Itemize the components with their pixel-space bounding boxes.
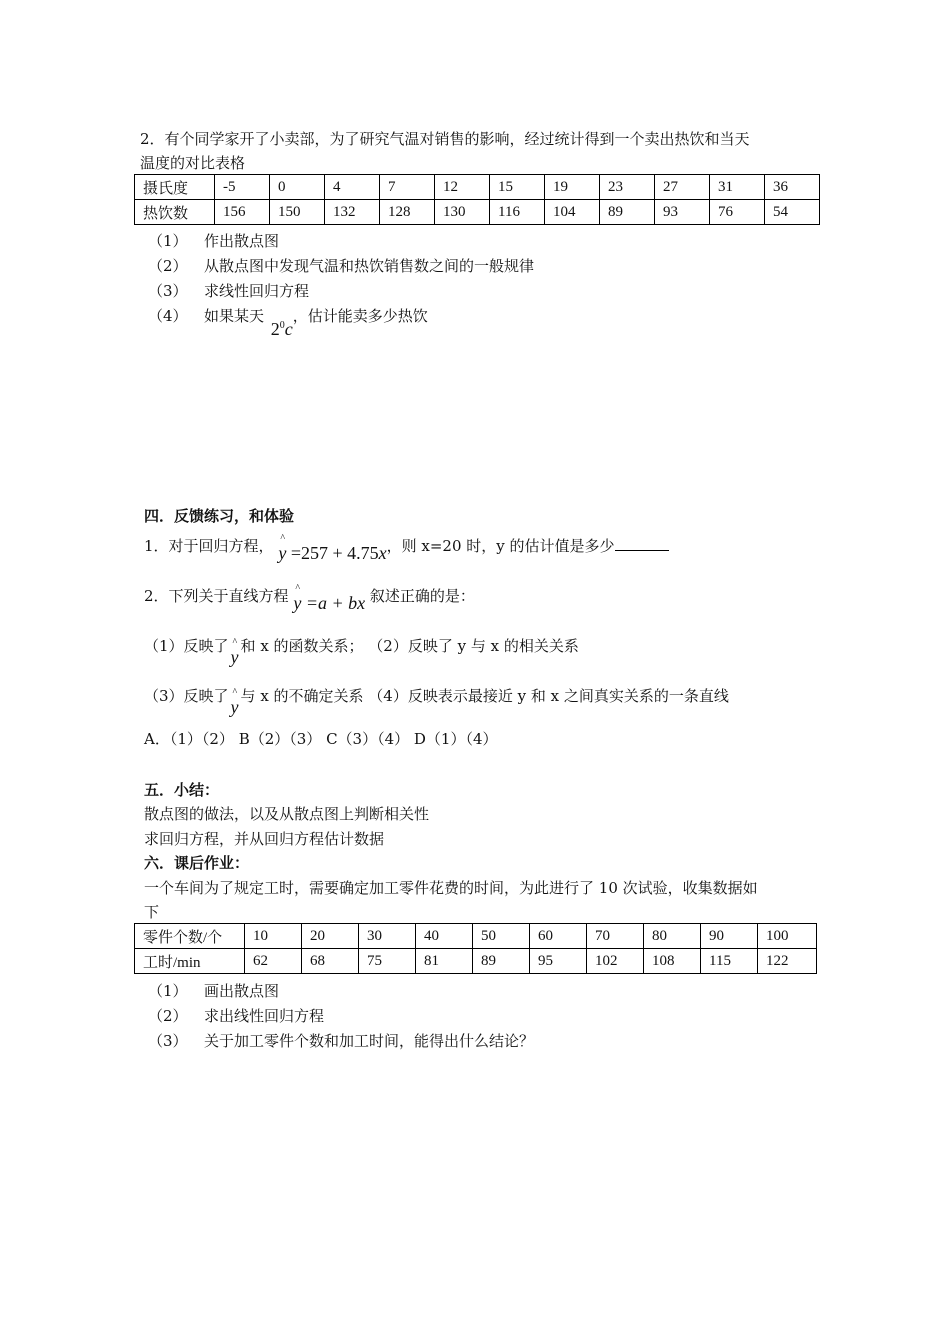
table-cell: -5 bbox=[215, 175, 270, 200]
q2-text-before: 2．下列关于直线方程 bbox=[144, 587, 289, 605]
table-cell: 81 bbox=[416, 949, 473, 974]
item-text: 画出散点图 bbox=[204, 982, 280, 1000]
item-text: 从散点图中发现气温和热饮销售数之间的一般规律 bbox=[204, 257, 535, 275]
temperature-sales-table bbox=[134, 174, 820, 225]
table-cell: 100 bbox=[758, 924, 817, 949]
table-cell: 108 bbox=[644, 949, 701, 974]
table-cell: 15 bbox=[490, 175, 545, 200]
q2-intro-line2: 温度的对比表格 bbox=[140, 154, 246, 172]
table-cell: 20 bbox=[302, 924, 359, 949]
table-cell: 30 bbox=[359, 924, 416, 949]
section4-choices: A．（1）（2） B（2）（3） C（3）（4） D（1）（4） bbox=[144, 730, 498, 748]
item-text: 如果某天 bbox=[204, 307, 265, 325]
formula-var: x bbox=[378, 543, 387, 563]
parts-time-table bbox=[134, 923, 817, 974]
table-cell: 36 bbox=[765, 175, 820, 200]
table-cell: 60 bbox=[530, 924, 587, 949]
q2-text-after: 叙述正确的是： bbox=[369, 587, 475, 605]
formula-base: 2 bbox=[270, 319, 280, 339]
section4-q1 bbox=[144, 533, 669, 563]
section4-title: 四．反馈练习，和体验 bbox=[144, 507, 295, 525]
table-cell: 89 bbox=[473, 949, 530, 974]
table-cell: 7 bbox=[380, 175, 435, 200]
section5-title: 五．小结： bbox=[144, 781, 220, 799]
table-cell: 128 bbox=[380, 200, 435, 225]
table-cell: 热饮数 bbox=[135, 200, 215, 225]
table-cell: 12 bbox=[435, 175, 490, 200]
table-cell: 70 bbox=[587, 924, 644, 949]
table-cell: 156 bbox=[215, 200, 270, 225]
formula-y-hat: y bbox=[293, 593, 302, 613]
table-cell: 104 bbox=[545, 200, 600, 225]
table-cell: 19 bbox=[545, 175, 600, 200]
formula-rhs: =257 + 4.75 bbox=[286, 543, 379, 563]
item-number: （2） bbox=[148, 1007, 188, 1025]
table-cell: 116 bbox=[490, 200, 545, 225]
table-cell: 54 bbox=[765, 200, 820, 225]
list-item bbox=[148, 280, 309, 301]
table-cell: 115 bbox=[701, 949, 758, 974]
table-cell: 130 bbox=[435, 200, 490, 225]
regression-formula: ^ y =257 + 4.75x bbox=[278, 533, 387, 563]
table-cell: 122 bbox=[758, 949, 817, 974]
item-number: （4） bbox=[148, 307, 188, 325]
formula-unit: c bbox=[284, 319, 293, 339]
table-cell: 80 bbox=[644, 924, 701, 949]
option-text: （3）反映了 bbox=[144, 687, 229, 705]
table-cell: 90 bbox=[701, 924, 758, 949]
q2-intro-line1: 2．有个同学家开了小卖部，为了研究气温对销售的影响，经过统计得到一个卖出热饮和当天 bbox=[140, 130, 750, 148]
q1-text-after: ，则 x=20 时，y 的估计值是多少 bbox=[386, 537, 615, 555]
item-number: （3） bbox=[148, 282, 188, 300]
option-text: 和 x 的函数关系； （2）反映了 y 与 x 的相关关系 bbox=[240, 637, 579, 655]
section4-q2 bbox=[144, 583, 475, 613]
table-cell: 50 bbox=[473, 924, 530, 949]
section4-option-line1 bbox=[144, 635, 579, 667]
item-text: 求出线性回归方程 bbox=[204, 1007, 325, 1025]
item-text-after: ，估计能卖多少热饮 bbox=[292, 307, 428, 325]
table-row bbox=[135, 924, 817, 949]
item-number: （1） bbox=[148, 982, 188, 1000]
table-cell: 工时/min bbox=[135, 949, 245, 974]
y-hat-symbol: ^ y bbox=[230, 687, 239, 717]
table-cell: 93 bbox=[655, 200, 710, 225]
table-cell: 零件个数/个 bbox=[135, 924, 245, 949]
formula-rhs: =a + b bbox=[301, 593, 358, 613]
table-cell: 62 bbox=[245, 949, 302, 974]
section6-title: 六．课后作业： bbox=[144, 854, 250, 872]
table-cell: 40 bbox=[416, 924, 473, 949]
table-cell: 0 bbox=[270, 175, 325, 200]
item-text: 关于加工零件个数和加工时间，能得出什么结论？ bbox=[204, 1032, 535, 1050]
table-cell: 76 bbox=[710, 200, 765, 225]
y-hat-letter: y bbox=[230, 647, 239, 667]
table-row bbox=[135, 200, 820, 225]
list-item bbox=[148, 980, 279, 1001]
list-item bbox=[148, 305, 428, 339]
table-cell: 95 bbox=[530, 949, 587, 974]
item-text: 作出散点图 bbox=[204, 232, 280, 250]
table-cell: 摄氏度 bbox=[135, 175, 215, 200]
formula-sup: 0 bbox=[279, 320, 285, 331]
temperature-formula bbox=[271, 319, 293, 339]
table-cell: 10 bbox=[245, 924, 302, 949]
list-item bbox=[148, 1030, 534, 1051]
list-item bbox=[148, 230, 279, 251]
list-item bbox=[148, 1005, 324, 1026]
table-cell: 102 bbox=[587, 949, 644, 974]
section4-option-line2 bbox=[144, 685, 729, 717]
table-cell: 27 bbox=[655, 175, 710, 200]
list-item bbox=[148, 255, 534, 276]
q1-text-before: 1．对于回归方程， bbox=[144, 537, 274, 555]
table-cell: 132 bbox=[325, 200, 380, 225]
table-cell: 4 bbox=[325, 175, 380, 200]
line-formula: ^ y =a + bx bbox=[293, 583, 366, 613]
table-row bbox=[135, 949, 817, 974]
option-text: （1）反映了 bbox=[144, 637, 229, 655]
item-number: （2） bbox=[148, 257, 188, 275]
option-text: 与 x 的不确定关系 （4）反映表示最接近 y 和 x 之间真实关系的一条直线 bbox=[240, 687, 729, 705]
item-number: （3） bbox=[148, 1032, 188, 1050]
table-cell: 68 bbox=[302, 949, 359, 974]
section6-line2: 下 bbox=[144, 903, 160, 921]
table-row bbox=[135, 175, 820, 200]
table-cell: 150 bbox=[270, 200, 325, 225]
table-cell: 89 bbox=[600, 200, 655, 225]
answer-blank bbox=[615, 536, 669, 551]
section5-line1: 散点图的做法，以及从散点图上判断相关性 bbox=[144, 805, 430, 823]
table-cell: 75 bbox=[359, 949, 416, 974]
section5-line2: 求回归方程，并从回归方程估计数据 bbox=[144, 830, 385, 848]
table-cell: 23 bbox=[600, 175, 655, 200]
y-hat-letter: y bbox=[230, 697, 239, 717]
section6-line1: 一个车间为了规定工时，需要确定加工零件花费的时间，为此进行了 10 次试验，收集数据如 bbox=[144, 879, 758, 897]
formula-y-hat: y bbox=[278, 543, 287, 563]
table-cell: 31 bbox=[710, 175, 765, 200]
formula-var: x bbox=[357, 593, 366, 613]
y-hat-symbol: ^ y bbox=[230, 637, 239, 667]
item-number: （1） bbox=[148, 232, 188, 250]
item-text: 求线性回归方程 bbox=[204, 282, 310, 300]
